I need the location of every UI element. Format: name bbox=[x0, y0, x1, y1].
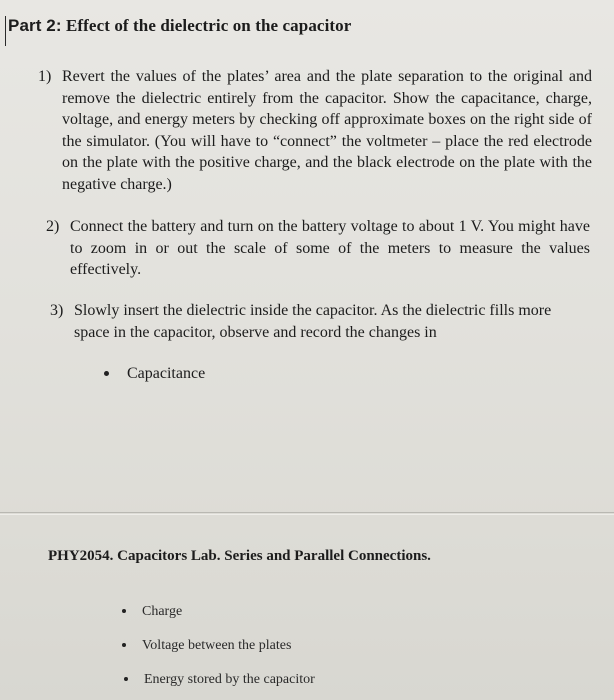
bullet-label: Energy stored by the capacitor bbox=[144, 672, 315, 687]
bullet-label: Voltage between the plates bbox=[142, 638, 292, 653]
step-text: Slowly insert the dielectric inside the capacitor. As the dielectric fills more space in the capacitor, observe and record the changes in bbox=[74, 302, 552, 341]
page-header: PHY2054. Capacitors Lab. Series and Parallel Connections. bbox=[48, 548, 431, 564]
bullet-label: Capacitance bbox=[127, 365, 206, 382]
section-title bbox=[8, 16, 351, 36]
section-title-text: Effect of the dielectric on the capacitor bbox=[61, 16, 352, 35]
step-text: Revert the values of the plates’ area and the plate separation to the original and remove the dielectric entirely from the capacitor. Show the capacitance, charge, voltage, and energy meters by checking off approximate boxes on the right side of the simulator. (You will have to “connect” the voltmeter – place the red electrode on the plate with the positive charge, and the black electrode on the plate with the negative charge.) bbox=[62, 68, 592, 193]
bullet-label: Charge bbox=[142, 604, 183, 619]
step-3 bbox=[50, 300, 590, 343]
step-2 bbox=[46, 216, 590, 281]
bullet-energy bbox=[124, 672, 315, 688]
step-number: 1) bbox=[38, 68, 52, 85]
bullet-voltage bbox=[122, 638, 291, 654]
step-number: 2) bbox=[46, 218, 60, 235]
section-title-part: Part 2: bbox=[8, 16, 62, 35]
bullet-dot-icon bbox=[124, 677, 128, 681]
bullet-dot-icon bbox=[122, 609, 126, 613]
page-break-divider bbox=[0, 512, 614, 513]
bullet-charge bbox=[122, 604, 182, 620]
step-number: 3) bbox=[50, 302, 64, 319]
page-break-highlight bbox=[0, 514, 614, 515]
margin-rule bbox=[5, 16, 6, 46]
step-1 bbox=[38, 66, 592, 195]
bullet-capacitance bbox=[104, 365, 205, 383]
bullet-dot-icon bbox=[122, 643, 126, 647]
bullet-dot-icon bbox=[104, 371, 109, 376]
step-text: Connect the battery and turn on the battery voltage to about 1 V. You might have to zoom in or out the scale of some of the meters to measure the values effectively. bbox=[70, 218, 590, 278]
